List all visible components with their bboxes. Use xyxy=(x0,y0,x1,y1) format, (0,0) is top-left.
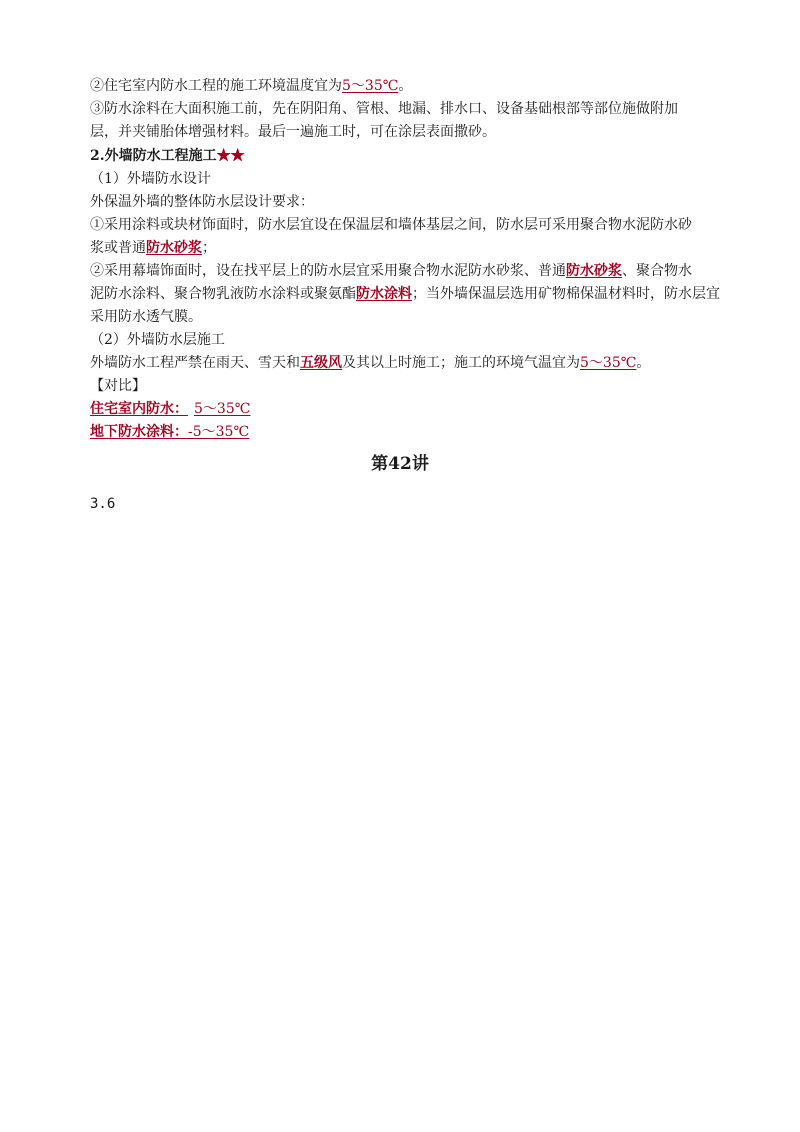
section-title: 2.外墙防水工程施工 xyxy=(90,148,217,164)
next-section-number: 3.6 xyxy=(90,496,116,512)
item-text: 、聚合物水 xyxy=(622,263,692,279)
lecture-title: 第42讲 xyxy=(371,454,429,474)
highlight-temperature: 5～35℃ xyxy=(580,355,637,371)
requirement-item2-line2 xyxy=(90,284,720,304)
paragraph-construction-rules xyxy=(90,353,720,373)
compare-label: 【对比】 xyxy=(90,378,146,394)
highlight-mortar: 防水砂浆 xyxy=(566,263,622,279)
compare-row-underground xyxy=(90,422,720,442)
compare-row-label: 住宅室内防水： xyxy=(90,401,188,417)
requirement-item2-line3: 采用防水透气膜。 xyxy=(90,309,202,325)
punctuation: 。 xyxy=(398,78,413,94)
compare-row-value: -5～35℃ xyxy=(188,424,250,440)
highlight-temperature: 5～35℃ xyxy=(342,78,399,94)
paragraph-text: 外墙防水工程严禁在雨天、雪天和 xyxy=(90,355,300,371)
subsection-heading-construction: （2）外墙防水层施工 xyxy=(90,332,225,348)
subsection-heading-design: （1）外墙防水设计 xyxy=(90,171,211,187)
item-text: 泥防水涂料、聚合物乳液防水涂料或聚氨酯 xyxy=(90,286,356,302)
paragraph-text: ②住宅室内防水工程的施工环境温度宜为 xyxy=(90,78,342,94)
compare-row-label: 地下防水涂料： xyxy=(90,424,188,440)
item-text: ；当外墙保温层选用矿物棉保温材料时，防水层宜 xyxy=(412,286,720,302)
paragraph-coating-line1: ③防水涂料在大面积施工前，先在阴阳角、管根、地漏、排水口、设备基础根部等部位施做附加 xyxy=(90,101,678,117)
punctuation: 。 xyxy=(636,355,651,371)
compare-row-value: 5～35℃ xyxy=(194,401,251,417)
paragraph-coating-line2: 层，并夹铺胎体增强材料。最后一遍施工时，可在涂层表面撒砂。 xyxy=(90,124,496,140)
punctuation: ； xyxy=(202,240,216,256)
compare-row-indoor xyxy=(90,399,720,419)
importance-stars-icon: ★★ xyxy=(216,148,245,164)
paragraph-text: 及其以上时施工；施工的环境气温宜为 xyxy=(342,355,580,371)
item-text: ②采用幕墙饰面时，设在找平层上的防水层宜采用聚合物水泥防水砂浆、普通 xyxy=(90,263,566,279)
paragraph-indoor-temperature xyxy=(90,76,720,96)
section-heading-exterior-wall xyxy=(90,146,720,166)
item-text: 浆或普通 xyxy=(90,240,146,256)
requirement-item1-line2 xyxy=(90,238,720,258)
highlight-wind-level: 五级风 xyxy=(300,355,342,371)
requirement-item2-line1 xyxy=(90,261,720,281)
highlight-coating: 防水涂料 xyxy=(356,286,412,302)
highlight-mortar: 防水砂浆 xyxy=(146,240,202,256)
requirement-item1-line1: ①采用涂料或块材饰面时，防水层宜设在保温层和墙体基层之间，防水层可采用聚合物水泥防水砂 xyxy=(90,217,692,233)
requirements-intro: 外保温外墙的整体防水层设计要求： xyxy=(90,194,314,210)
